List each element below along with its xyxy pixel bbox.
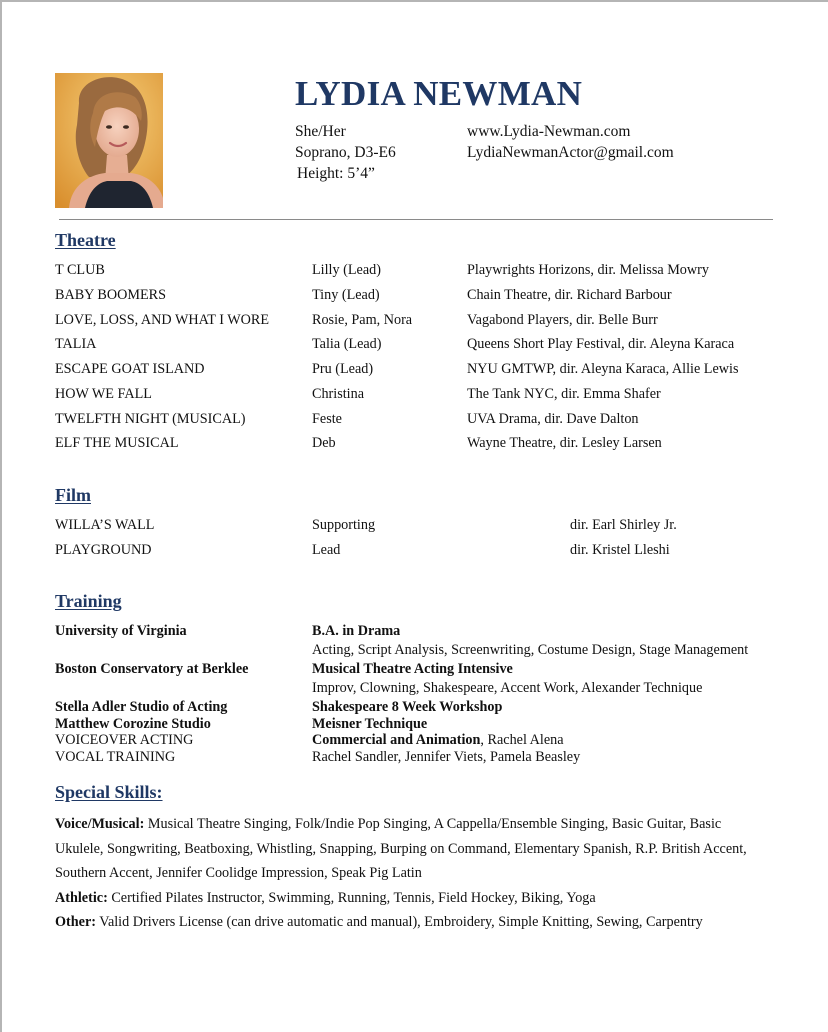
skills-voice xyxy=(55,812,770,886)
skills-other xyxy=(55,910,770,935)
skills-heading: Special Skills: xyxy=(55,782,163,802)
page-title: LYDIA NEWMAN xyxy=(295,74,583,113)
credit-title: TALIA xyxy=(55,336,97,352)
credit-role: Pru (Lead) xyxy=(312,361,374,377)
training-program xyxy=(312,732,564,749)
credit-director: dir. Kristel Lleshi xyxy=(570,542,670,558)
credit-role: Lead xyxy=(312,542,341,558)
credit-title: TWELFTH NIGHT (MUSICAL) xyxy=(55,411,246,427)
training-school: Matthew Corozine Studio xyxy=(55,716,211,732)
film-heading: Film xyxy=(55,485,91,505)
height: Height: 5’4” xyxy=(297,165,375,182)
credit-company: NYU GMTWP, dir. Aleyna Karaca, Allie Lewis xyxy=(467,361,739,377)
skills-athletic-label: Athletic: xyxy=(55,889,108,906)
credit-company: Playwrights Horizons, dir. Melissa Mowry xyxy=(467,262,709,278)
credit-company: Wayne Theatre, dir. Lesley Larsen xyxy=(467,435,662,451)
credit-company: UVA Drama, dir. Dave Dalton xyxy=(467,411,639,427)
training-school: Boston Conservatory at Berklee xyxy=(55,661,249,677)
pronouns: She/Her xyxy=(295,123,346,140)
theatre-heading: Theatre xyxy=(55,230,116,250)
credit-company: Vagabond Players, dir. Belle Burr xyxy=(467,312,658,328)
credit-title: BABY BOOMERS xyxy=(55,287,167,303)
credit-role: Feste xyxy=(312,411,342,427)
skills-voice-label: Voice/Musical: xyxy=(55,816,145,832)
skills-other-label: Other: xyxy=(55,914,96,930)
credit-title: HOW WE FALL xyxy=(55,386,152,402)
credit-title: ELF THE MUSICAL xyxy=(55,435,179,451)
credit-director: dir. Earl Shirley Jr. xyxy=(570,517,677,533)
credit-role: Lilly (Lead) xyxy=(312,262,381,278)
training-school: VOICEOVER ACTING xyxy=(55,732,194,748)
credit-title: LOVE, LOSS, AND WHAT I WORE xyxy=(55,312,269,328)
credit-company: Queens Short Play Festival, dir. Aleyna Karaca xyxy=(467,336,735,352)
credit-title: PLAYGROUND xyxy=(55,542,152,558)
training-detail: Acting, Script Analysis, Screenwriting, Costume Design, Stage Management xyxy=(312,642,749,658)
credit-title: WILLA’S WALL xyxy=(55,517,155,533)
training-detail: Improv, Clowning, Shakespeare, Accent Work, Alexander Technique xyxy=(312,680,703,696)
credit-title: ESCAPE GOAT ISLAND xyxy=(55,361,205,377)
training-heading: Training xyxy=(55,591,122,611)
voice-type: Soprano, D3-E6 xyxy=(295,144,396,161)
skills-voice-text: Musical Theatre Singing, Folk/Indie Pop Singing, A Cappella/Ensemble Singing, Basic Guitar, Basic Ukulele, Songwriting, Beatboxing, Whistling, Snapping, Burping on Command, Elementary Spanish, R.P. British Accent, Southern Accent, Jennifer Coolidge Impression, Speak Pig Latin xyxy=(55,816,747,881)
website-link[interactable]: www.Lydia-Newman.com xyxy=(467,123,631,140)
credit-role: Deb xyxy=(312,435,336,451)
skills-other-text: Valid Drivers License (can drive automatic and manual), Embroidery, Simple Knitting, Sewing, Carpentry xyxy=(95,914,703,930)
skills-athletic-text: Certified Pilates Instructor, Swimming, Running, Tennis, Field Hockey, Biking, Yoga xyxy=(107,889,596,906)
credit-role: Rosie, Pam, Nora xyxy=(312,312,413,328)
skills-athletic xyxy=(55,886,770,911)
training-program-name: Commercial and Animation xyxy=(312,732,481,748)
training-program: Shakespeare 8 Week Workshop xyxy=(312,699,503,715)
credit-role: Talia (Lead) xyxy=(312,336,382,352)
email-link[interactable]: LydiaNewmanActor@gmail.com xyxy=(467,144,674,161)
training-program: Meisner Technique xyxy=(312,716,428,732)
credit-role: Tiny (Lead) xyxy=(312,287,380,303)
credit-company: Chain Theatre, dir. Richard Barbour xyxy=(467,287,672,303)
credit-company: The Tank NYC, dir. Emma Shafer xyxy=(467,386,661,402)
credit-role: Supporting xyxy=(312,517,376,533)
training-program: Musical Theatre Acting Intensive xyxy=(312,661,513,677)
training-school: Stella Adler Studio of Acting xyxy=(55,699,228,715)
training-school: VOCAL TRAINING xyxy=(55,749,176,765)
header-divider xyxy=(59,219,773,220)
credit-title: T CLUB xyxy=(55,262,105,278)
training-teacher: , Rachel Alena xyxy=(480,732,564,748)
training-detail: Rachel Sandler, Jennifer Viets, Pamela Beasley xyxy=(312,749,581,765)
credit-role: Christina xyxy=(312,386,365,402)
training-school: University of Virginia xyxy=(55,623,187,639)
headshot-illustration xyxy=(55,73,163,208)
headshot-photo xyxy=(55,73,163,208)
training-program: B.A. in Drama xyxy=(312,623,401,639)
skills-block xyxy=(55,812,770,935)
